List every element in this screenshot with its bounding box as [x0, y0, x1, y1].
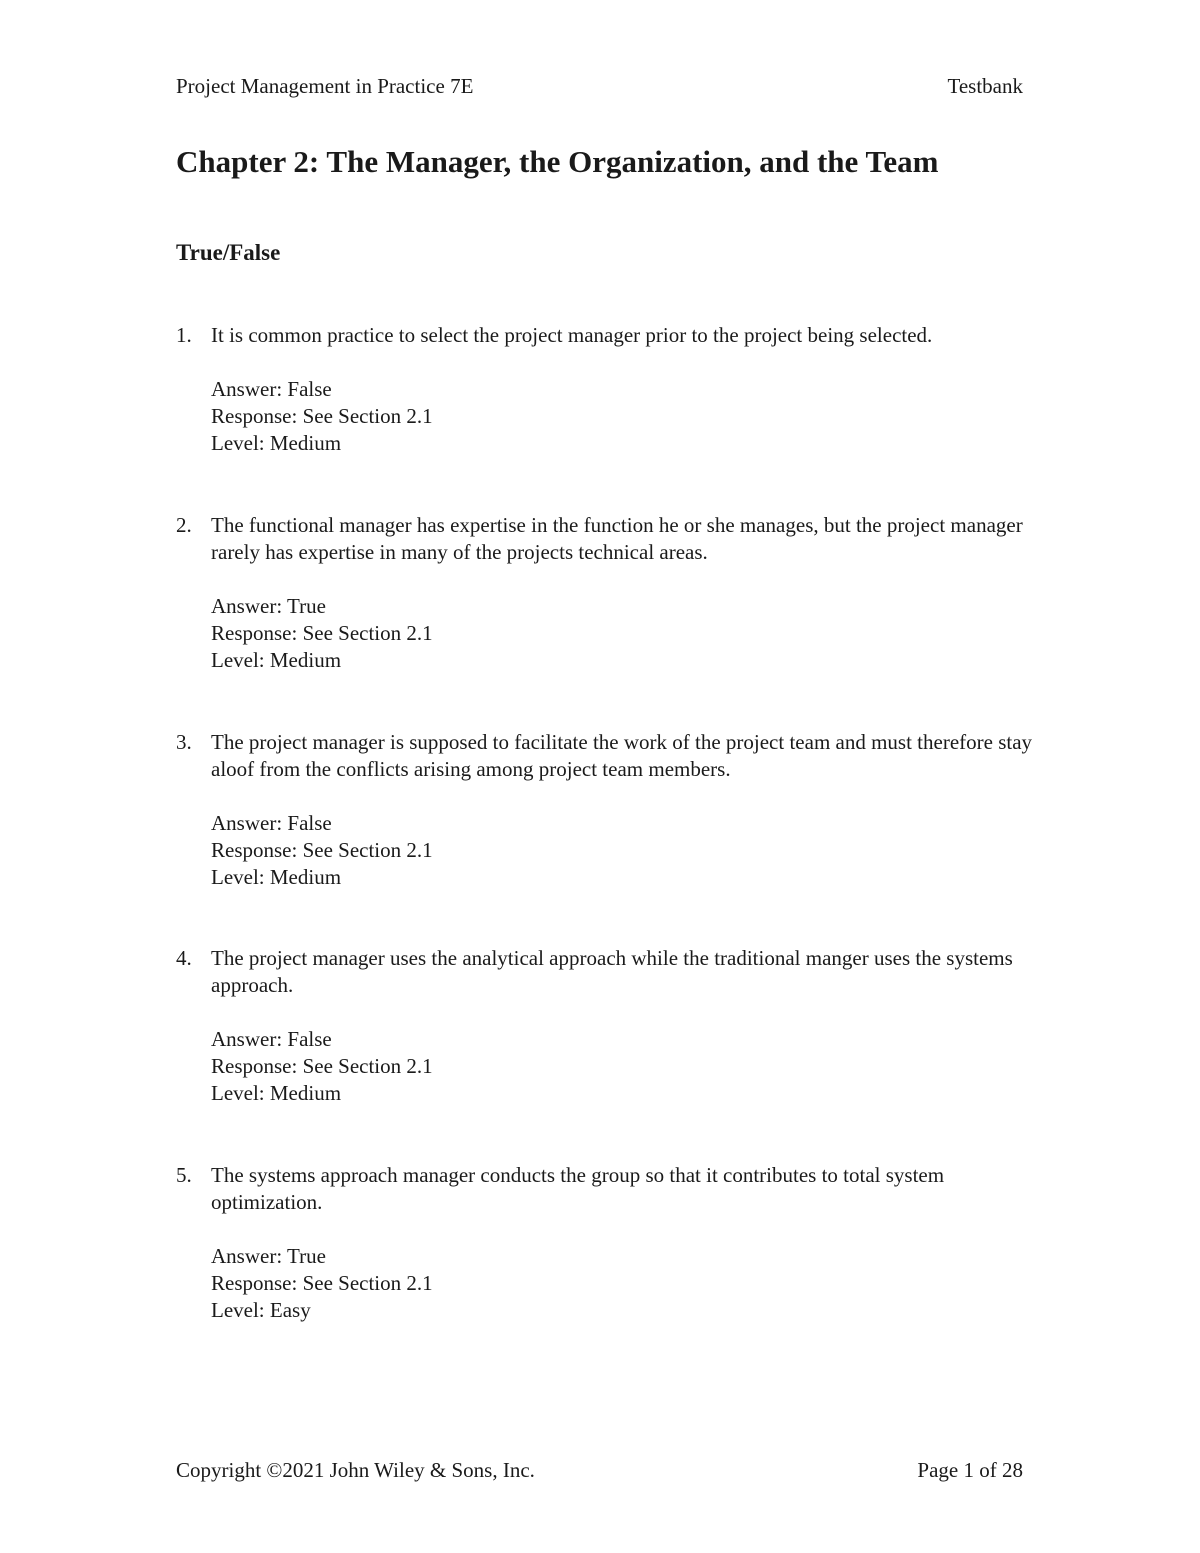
question-meta	[211, 376, 1036, 457]
question-number: 3.	[176, 730, 192, 754]
question-answer: Answer: True	[211, 1244, 326, 1268]
question-number: 1.	[176, 323, 192, 347]
question-meta	[211, 1243, 1036, 1324]
question-response: Response: See Section 2.1	[211, 404, 433, 428]
question-text: The project manager is supposed to facilitate the work of the project team and must therefore stay aloof from the conflicts arising among project team members.	[211, 730, 1033, 781]
question-level: Level: Medium	[211, 1081, 342, 1105]
question-response: Response: See Section 2.1	[211, 838, 433, 862]
question-text: The systems approach manager conducts the group so that it contributes to total system optimization.	[211, 1163, 945, 1214]
question-item	[176, 729, 1036, 891]
question-item	[176, 945, 1036, 1107]
question-number: 2.	[176, 513, 192, 537]
question-text: The functional manager has expertise in the function he or she manages, but the project manager rarely has expertise in many of the projects technical areas.	[211, 513, 1023, 564]
question-answer: Answer: False	[211, 811, 332, 835]
question-text: The project manager uses the analytical approach while the traditional manger uses the systems approach.	[211, 946, 1013, 997]
question-text: It is common practice to select the project manager prior to the project being selected.	[211, 323, 933, 347]
section-title: True/False	[176, 240, 281, 265]
question-meta	[211, 1026, 1036, 1107]
question-item	[176, 322, 1036, 457]
question-response: Response: See Section 2.1	[211, 1271, 433, 1295]
question-level: Level: Medium	[211, 648, 342, 672]
question-item	[176, 1162, 1036, 1324]
question-level: Level: Medium	[211, 431, 342, 455]
question-level: Level: Easy	[211, 1298, 311, 1322]
question-answer: Answer: False	[211, 377, 332, 401]
chapter-title: Chapter 2: The Manager, the Organization, and the Team	[176, 144, 939, 179]
header-testbank-label: Testbank	[947, 74, 1023, 98]
question-response: Response: See Section 2.1	[211, 621, 433, 645]
question-meta	[211, 593, 1036, 674]
question-number: 5.	[176, 1163, 192, 1187]
question-level: Level: Medium	[211, 865, 342, 889]
footer-copyright: Copyright ©2021 John Wiley & Sons, Inc.	[176, 1458, 535, 1482]
question-number: 4.	[176, 946, 192, 970]
question-answer: Answer: True	[211, 594, 326, 618]
footer-page-number: Page 1 of 28	[917, 1458, 1023, 1482]
question-response: Response: See Section 2.1	[211, 1054, 433, 1078]
header-book-title: Project Management in Practice 7E	[176, 74, 474, 98]
question-answer: Answer: False	[211, 1027, 332, 1051]
question-meta	[211, 810, 1036, 891]
question-item	[176, 512, 1036, 674]
